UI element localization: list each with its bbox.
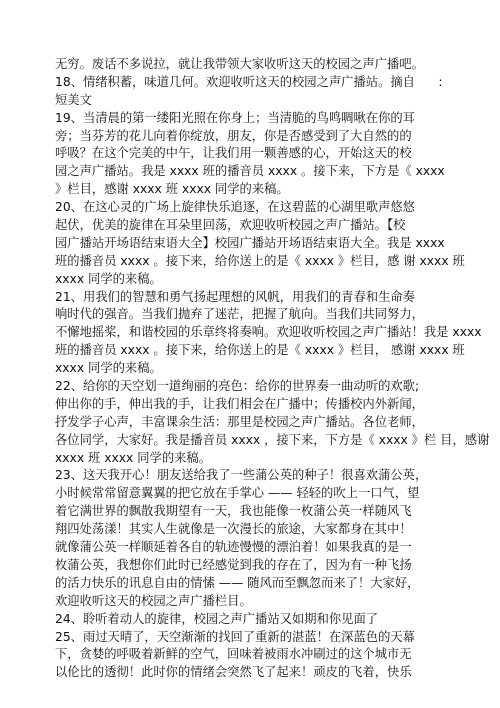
text-line: 18、情绪积蓄，味道几何。欢迎收听这天的校园之声广播站。摘自 : [55, 74, 443, 89]
text-line: 班的播音员 xxxx 。接下来，给你送上的是《 xxxx 》栏目， 感谢 xxxx 班 [55, 343, 465, 358]
text-line: 下，贪婪的呼吸着新鲜的空气，回味着被雨水冲刷过的这个城市无 [55, 647, 412, 662]
text-line: 以伦比的透彻！此时你的情绪会突然飞了起来！顽皮的飞着，快乐 [55, 665, 412, 680]
text-line: 的活力快乐的讯息自由的情愫 —— 随风而至飘忽而来了！大家好， [55, 575, 420, 590]
text-line: 20、在这心灵的广场上旋律快乐追逐，在这碧蓝的心湖里歌声悠悠 [55, 200, 415, 215]
text-line: 25、雨过天晴了，天空渐渐的找回了重新的湛蓝！在深蓝色的天幕 [55, 629, 415, 644]
text-line: 旁；当芬芳的花儿向着你绽放，朋友，你是否感受到了大自然的的 [55, 128, 412, 143]
text-line: 翔四处荡漾！其实人生就像是一次漫长的旅途，大家都身在其中！ [55, 522, 412, 537]
text-line: 响时代的强音。当我们抛弃了迷茫，把握了航向。当我们共同努力， [55, 307, 424, 322]
text-line: 伸出你的手，伸出我的手，让我们相会在广播中；传播校内外新闻， [55, 396, 424, 411]
text-line: 无穷。废话不多说拉，就让我带领大家收听这天的校园之声广播吧。 [55, 57, 424, 71]
text-line: 园之声广播站。我是 xxxx 班的播音员 xxxx 。接下来，下方是《 xxxx [55, 164, 445, 179]
text-line: 各位同学，大家好。我是播音员 xxxx ，接下来，下方是《 xxxx 》栏 目，感谢 [55, 432, 490, 447]
text-line: 起伏，优美的旋律在耳朵里回荡，欢迎收听校园之声广播站。【校 [55, 218, 406, 233]
text-line: 小时候常常留意翼翼的把它放在手掌心 —— 轻轻的吹上一口气，望 [55, 486, 420, 501]
text-line: 21、用我们的智慧和勇气扬起理想的风帆，用我们的青春和生命奏 [55, 289, 415, 304]
text-line: 班的播音员 xxxx 。接下来，给你送上的是《 xxxx 》栏目，感 谢 xxxx 班 [55, 253, 465, 268]
text-line: 》栏目，感谢 xxxx 班 xxxx 同学的来稿。 [55, 182, 289, 197]
text-line: xxxx 班 xxxx 同学的来稿。 [55, 450, 212, 465]
text-line: 23、这天我开心！朋友送给我了一些蒲公英的种子！很喜欢蒲公英， [55, 468, 428, 483]
text-line: 就像蒲公英一样顺延着各自的轨迹慢慢的漂泊着！如果我真的是一 [55, 540, 412, 555]
text-line: 不懈地摇桨，和谐校园的乐章终将奏响。欢迎收听校园之声广播站！我是 xxxx [55, 325, 482, 340]
text-line: 着它满世界的飘散我期望有一天，我也能像一枚蒲公英一样随风飞 [55, 504, 412, 519]
text-line: 园广播站开场语结束语大全】校园广播站开场语结束语大全。我是 xxxx [55, 235, 445, 250]
text-line: 短美文 [55, 92, 92, 107]
text-line: 22、给你的天空划一道绚丽的亮色：给你的世界奏一曲动听的欢歌; [55, 379, 420, 394]
text-line: xxxx 同学的来稿。 [55, 271, 162, 286]
text-line: xxxx 同学的来稿。 [55, 361, 162, 376]
text-line: 枚蒲公英，我想你们此时已经感觉到我的存在了，因为有一种飞扬 [55, 557, 412, 572]
text-line: 抒发学子心声，丰富课余生活：那里是校园之声广播站。各位老师， [55, 414, 424, 429]
text-line: 欢迎收听这天的校园之声广播栏目。 [55, 593, 252, 608]
text-line: 呼吸？在这个完美的中午，让我们用一颗善感的心，开始这天的校 [55, 146, 412, 161]
text-line: 24、聆听着动人的旋律，校园之声广播站又如期和你见面了 [55, 611, 379, 626]
text-line: 19、当清晨的第一缕阳光照在你身上；当清脆的鸟鸣啁啾在你的耳 [55, 110, 415, 125]
